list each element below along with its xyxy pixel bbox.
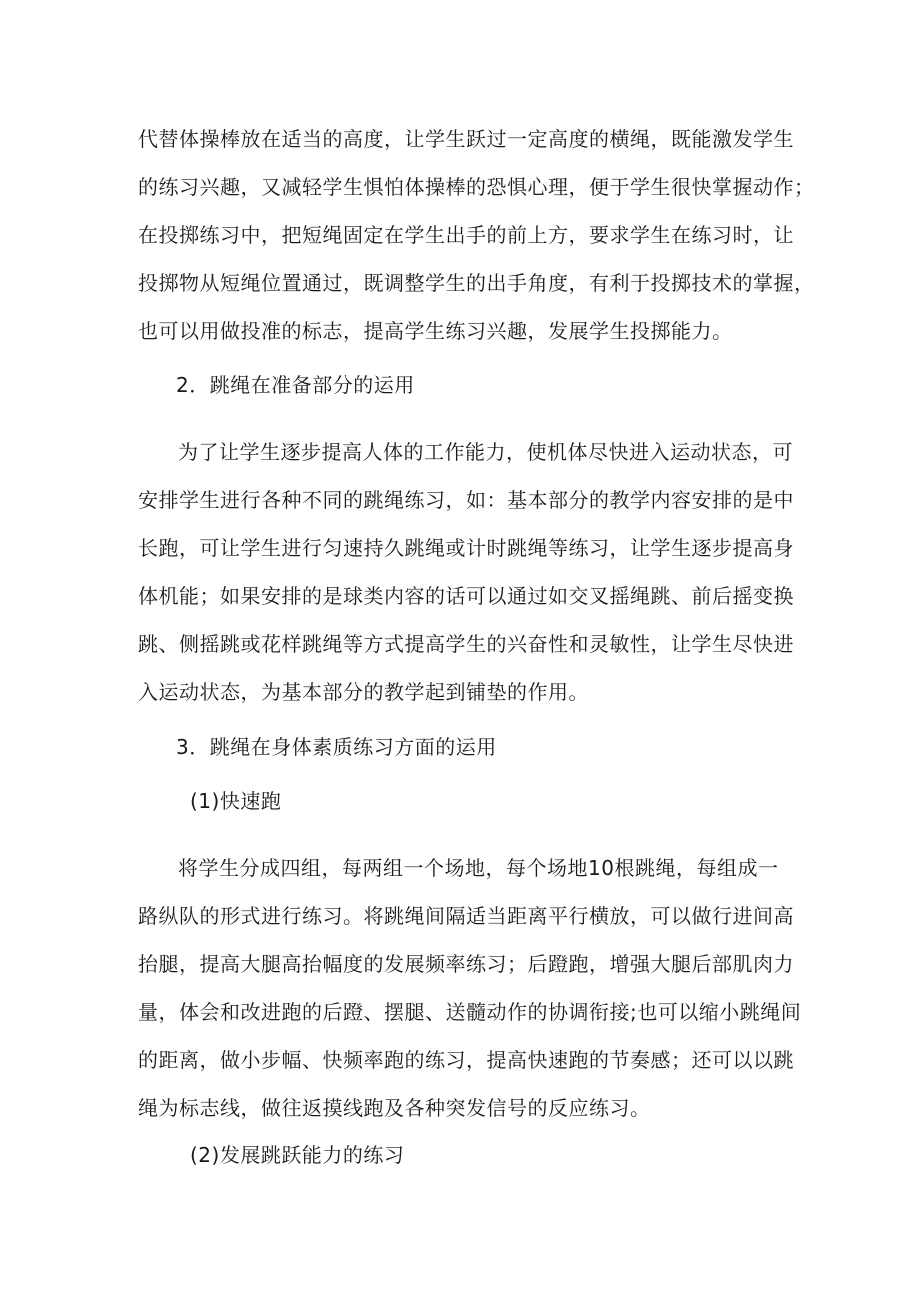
paragraph-1 — [138, 115, 815, 355]
paragraph-line: 投掷物从短绳位置通过，既调整学生的出手角度，有利于投掷技术的掌握， — [138, 271, 815, 295]
paragraph-line: 抬腿，提高大腿高抬幅度的发展频率练习；后蹬跑，增强大腿后部肌肉力 — [138, 952, 794, 976]
paragraph-line: 在投掷练习中，把短绳固定在学生出手的前上方，要求学生在练习时，让 — [138, 223, 794, 247]
paragraph-line: 路纵队的形式进行练习。将跳绳间隔适当距离平行横放，可以做行进间高 — [138, 904, 794, 928]
section-heading-2: 2．跳绳在准备部分的运用 — [176, 373, 415, 397]
paragraph-line: 长跑，可让学生进行匀速持久跳绳或计时跳绳等练习，让学生逐步提高身 — [138, 536, 794, 560]
paragraph-line: 将学生分成四组，每两组一个场地，每个场地10根跳绳，每组成一 — [178, 856, 779, 880]
section-heading-3: 3．跳绳在身体素质练习方面的运用 — [176, 735, 497, 759]
paragraph-2 — [138, 428, 798, 716]
paragraph-line: 体机能；如果安排的是球类内容的话可以通过如交叉摇绳跳、前后摇变换 — [138, 584, 794, 608]
paragraph-line: 也可以用做投准的标志，提高学生练习兴趣，发展学生投掷能力。 — [138, 319, 733, 343]
paragraph-line: 跳、侧摇跳或花样跳绳等方式提高学生的兴奋性和灵敏性，让学生尽快进 — [138, 632, 794, 656]
paragraph-line: 为了让学生逐步提高人体的工作能力，使机体尽快进入运动状态，可 — [178, 440, 793, 464]
paragraph-line: 入运动状态，为基本部分的教学起到铺垫的作用。 — [138, 680, 589, 704]
paragraph-line: 量，体会和改进跑的后蹬、摆腿、送髓动作的协调衔接;也可以缩小跳绳间 — [138, 1000, 802, 1024]
paragraph-3 — [138, 844, 802, 1132]
subsection-heading-2: (2)发展跳跃能力的练习 — [190, 1143, 405, 1167]
paragraph-line: 绳为标志线，做往返摸线跑及各种突发信号的反应练习。 — [138, 1096, 651, 1120]
paragraph-line: 的距离，做小步幅、快频率跑的练习，提高快速跑的节奏感；还可以以跳 — [138, 1048, 794, 1072]
subsection-heading-1: (1)快速跑 — [190, 789, 282, 813]
paragraph-line: 安排学生进行各种不同的跳绳练习，如：基本部分的教学内容安排的是中 — [138, 488, 794, 512]
paragraph-line: 代替体操棒放在适当的高度，让学生跃过一定高度的横绳，既能激发学生 — [138, 127, 794, 151]
paragraph-line: 的练习兴趣，又减轻学生惧怕体操棒的恐惧心理，便于学生很快掌握动作； — [138, 175, 815, 199]
